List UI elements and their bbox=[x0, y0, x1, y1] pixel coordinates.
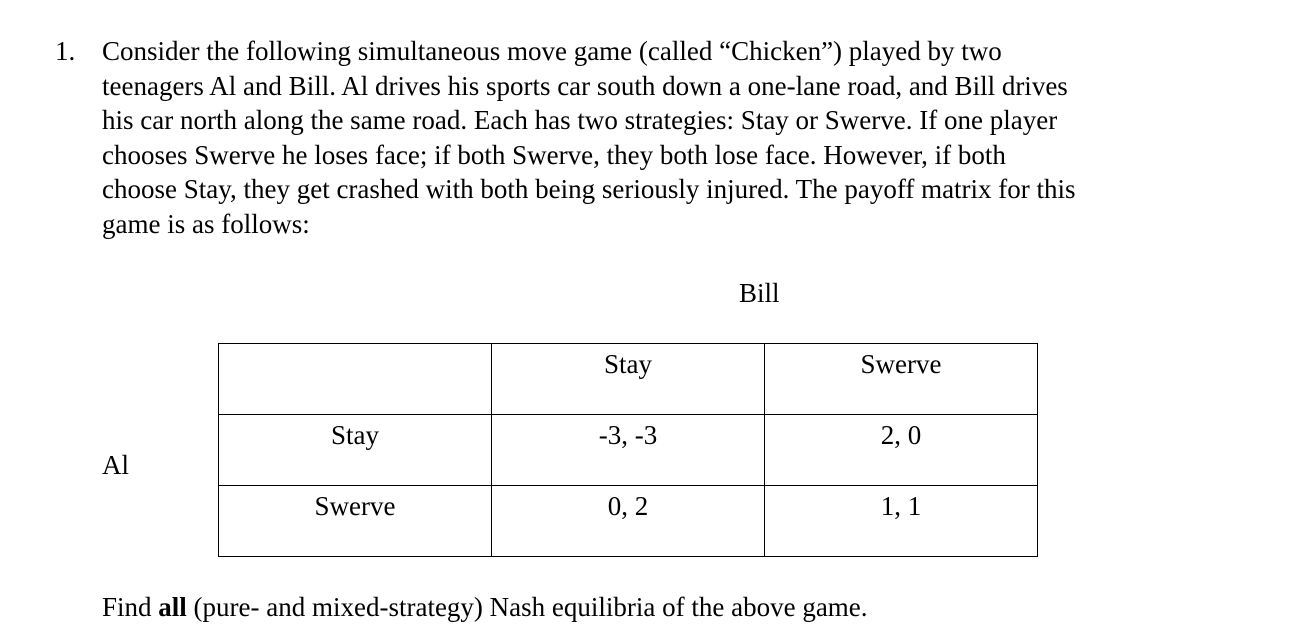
question-line: choose Stay, they get crashed with both being seriously injured. The payoff matrix for this bbox=[102, 174, 1076, 205]
table-row bbox=[219, 415, 1038, 486]
payoff-cell bbox=[765, 486, 1038, 557]
column-strategy-swerve: Swerve bbox=[860, 349, 942, 379]
payoff-swerve-stay: 0, 2 bbox=[607, 491, 649, 521]
row-strategy-swerve: Swerve bbox=[314, 491, 396, 521]
table-row bbox=[219, 486, 1038, 557]
row-strategy-stay: Stay bbox=[330, 420, 379, 450]
column-header-cell bbox=[492, 344, 765, 415]
payoff-matrix bbox=[218, 343, 1038, 557]
payoff-stay-stay: -3, -3 bbox=[598, 420, 658, 450]
instruction-text bbox=[102, 590, 868, 624]
question-text bbox=[102, 34, 1232, 242]
question-line: his car north along the same road. Each has two strategies: Stay or Swerve. If one player bbox=[102, 105, 1058, 136]
payoff-cell bbox=[492, 486, 765, 557]
table-row bbox=[219, 344, 1038, 415]
column-player-label: Bill bbox=[739, 278, 780, 308]
row-header-cell bbox=[219, 486, 492, 557]
column-header-cell bbox=[765, 344, 1038, 415]
payoff-cell bbox=[492, 415, 765, 486]
instruction-suffix: (pure- and mixed-strategy) Nash equilibria of the above game. bbox=[186, 592, 868, 622]
payoff-cell bbox=[765, 415, 1038, 486]
row-player-label: Al bbox=[102, 450, 129, 480]
instruction-prefix: Find bbox=[102, 592, 159, 622]
question-line: game is as follows: bbox=[102, 208, 310, 239]
payoff-stay-swerve: 2, 0 bbox=[880, 420, 922, 450]
row-header-cell bbox=[219, 415, 492, 486]
question-line: teenagers Al and Bill. Al drives his sports car south down a one-lane road, and Bill drives bbox=[102, 70, 1068, 101]
question-line: Consider the following simultaneous move game (called “Chicken”) played by two bbox=[102, 36, 1002, 66]
corner-cell bbox=[219, 344, 492, 415]
question-number: 1. bbox=[55, 36, 76, 66]
payoff-swerve-swerve: 1, 1 bbox=[880, 491, 922, 521]
column-strategy-stay: Stay bbox=[603, 349, 652, 379]
question-line: chooses Swerve he loses face; if both Swerve, they both lose face. However, if both bbox=[102, 139, 1006, 170]
instruction-emphasis: all bbox=[158, 592, 187, 622]
